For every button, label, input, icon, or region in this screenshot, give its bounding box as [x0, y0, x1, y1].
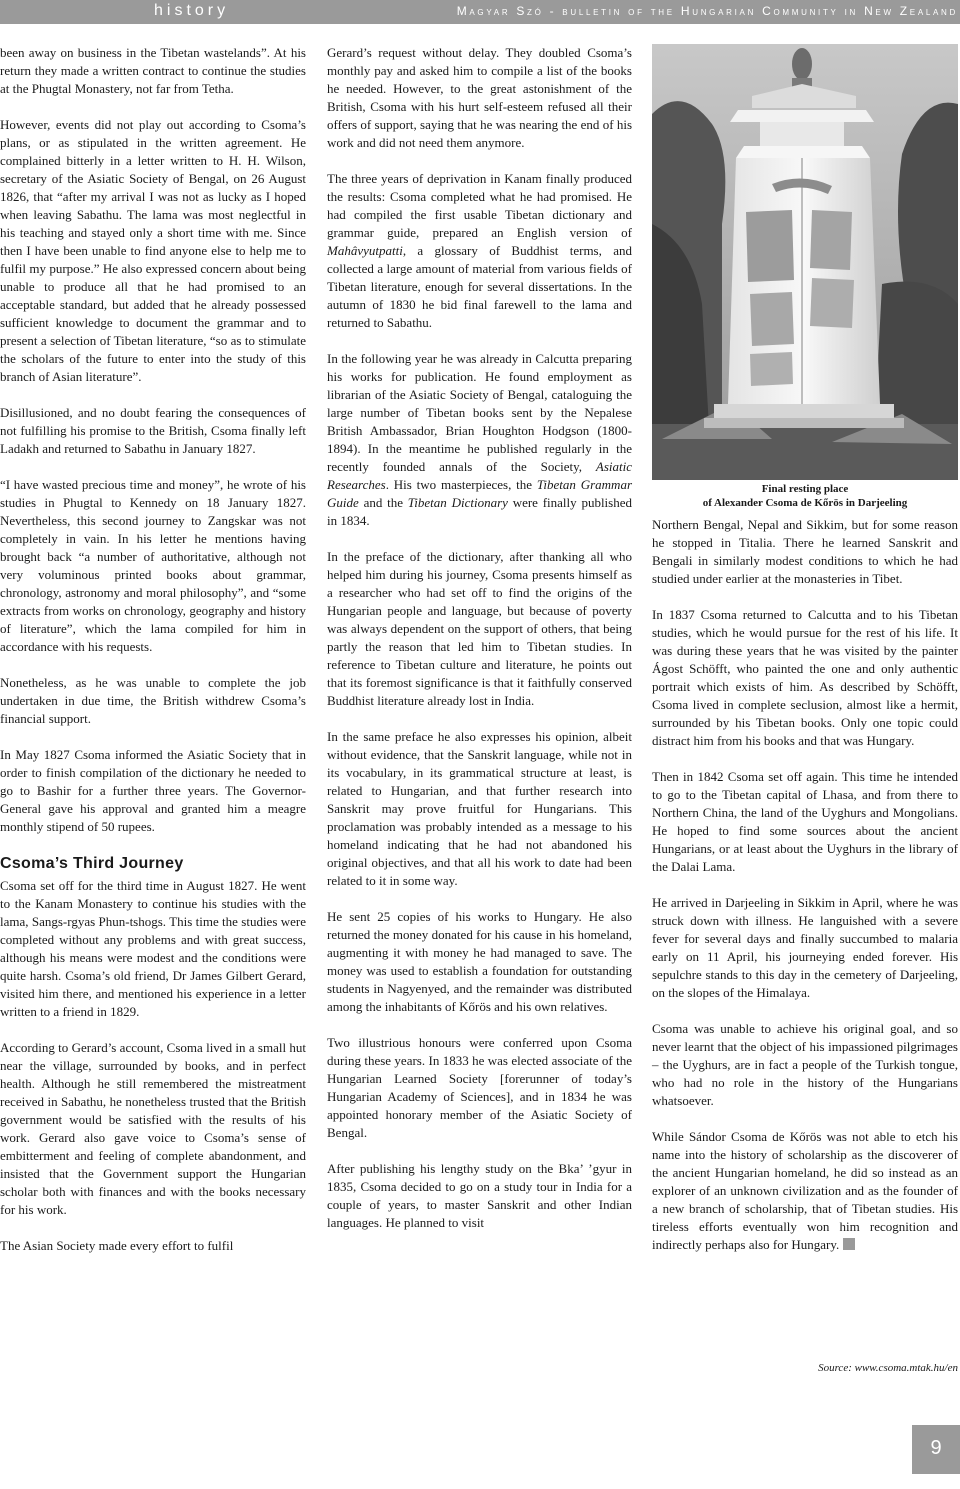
- paragraph: Northern Bengal, Nepal and Sikkim, but for some reason he stopped in Titalia. There he learned Sanskrit and Bengali in similarly modest conditions to which he had studied under earlier at the monasteries in Tibet.: [652, 517, 958, 586]
- paragraph: Two illustrious honours were conferred upon Csoma during these years. In 1833 he was elected associate of the Hungarian Learned Society [forerunner of today’s Hungarian Academy of Sciences], and in 1834 he was appointed honorary member of the Asiatic Society of Bengal.: [327, 1035, 632, 1140]
- caption-line: of Alexander Csoma de Kőrös in Darjeeling: [702, 497, 908, 509]
- tomb-photo-illustration: [652, 44, 958, 480]
- text-span: were finally published in 1834.: [327, 495, 632, 528]
- paragraph: [652, 1128, 958, 1254]
- paragraph: According to Gerard’s account, Csoma lived in a small hut near the village, surrounded by books, and in perfect health. Although he still remembered the mistreatment received in Sabathu, he nonetheless trusted that the British government would be satisfied with the results of his work. Gerard also gave voice to Csoma’s sense of embitterment and feeling of complete abandonment, and insisted that the Government support the Hungarian scholar both with finances and with the books necessary for his work.: [0, 1040, 306, 1217]
- text-span: . His two masterpieces, the: [385, 477, 537, 492]
- page-number-box: [912, 1425, 960, 1474]
- paragraph: After publishing his lengthy study on the Bka’ ’gyur in 1835, Csoma decided to go on a study tour in India for a couple of years, to master Sanskrit and other Indian languages. He planned to visit: [327, 1161, 632, 1230]
- italic-title: Mahâvyutpatti: [327, 243, 403, 258]
- paragraph: He sent 25 copies of his works to Hungary. He also returned the money donated for his cause in his homeland, augmenting it with money he had managed to save. The money was used to establish a foundation for outstanding students in Nagyenyed, and the remainder was distributed among the inhabitants of Kőrös and his own relatives.: [327, 909, 632, 1014]
- caption-line: Final resting place: [761, 483, 849, 495]
- italic-title: Asiatic Researches: [327, 459, 632, 492]
- text-span: In the following year he was already in Calcutta preparing his works for publication. He found employment as librarian of the Asiatic Society of Bengal, cataloguing the large number of Tibetan books sent by the Nepalese British Ambassador, Brian Houghton Hodgson (1800-1894). In the meantime he published regularly in the recently founded annals of the Society,: [327, 351, 632, 474]
- paragraph: He arrived in Darjeeling in Sikkim in April, where he was struck down with illness. He languished with a severe fever for several days and finally succumbed to malaria early on 11 April, his journeying ended forever. His sepulchre stands to this day in the cemetery of Darjeeling, on the slopes of the Himalaya.: [652, 895, 958, 1000]
- paragraph: However, events did not play out according to Csoma’s plans, or as stipulated in the written agreement. He complained bitterly in a letter written to H. H. Wilson, secretary of the Asiatic Society of Bengal, on 26 August 1826, that “after my arrival I was not as lucky as I hoped when leaving Sabathu. The lama was most neglectful in his teaching and stayed only a short time with me. Since then I have been unable to find anyone else to help me to fulfil my purpose.” He also expressed concern about being unable to produce all that he had promised to an acceptable standard, but added that he already possessed sufficient knowledge to document the grammar and to present a selection of Tibetan literature, “so as to stimulate the scholars of the future to enter into the study of this branch of Asian literature”.: [0, 117, 306, 384]
- italic-title: Tibetan Grammar Guide: [327, 477, 632, 510]
- paragraph: Nonetheless, as he was unable to complete the job undertaken in due time, the British withdrew Csoma’s financial support.: [0, 675, 306, 726]
- italic-title: Tibetan Dictionary: [407, 495, 508, 510]
- article-column-3: [652, 516, 958, 1272]
- paragraph: Csoma set off for the third time in August 1827. He went to the Kanam Monastery to continue his studies with the lama, Sangs-rgyas Phun-tshogs. This time the studies were completed without any problems and with great success, although his means were modest and the conditions were quite harsh. Csoma’s old friend, Dr James Gilbert Gerard, visited him there, and mentioned his experience in a letter written to a friend in 1829.: [0, 878, 306, 1019]
- paragraph: been away on business in the Tibetan wastelands”. At his return they made a written contract to continue the studies at the Phugtal Monastery, not far from Tetha.: [0, 45, 306, 96]
- header-bar: [0, 0, 960, 24]
- section-heading: Csoma’s Third Journey: [0, 855, 184, 872]
- section-label: history: [154, 2, 230, 19]
- paragraph: The Asian Society made every effort to fulfil: [0, 1238, 234, 1253]
- tomb-photo: [652, 44, 958, 480]
- paragraph: “I have wasted precious time and money”, he wrote of his studies in Phugtal to Kennedy on 18 January 1827. Nevertheless, this second journey to Zangskar was not completely in vain. In his letter he mentions having brought back “a number of authoritative, although not very voluminous printed books about grammar, chronology, astronomy and moral philosophy”, and “some extracts from works on chronology, geography and history of literature”, which the lama compiled for him in accordance with his requests.: [0, 477, 306, 654]
- paragraph: In the same preface he also expresses his opinion, albeit without evidence, that the Sanskrit language, while not in its vocabulary, in its grammatical structure at least, is related to Hungarian, and that further research into Sanskrit may prove fruitful for Hungarians. This proclamation was probably intended as a message to his homeland indicating that he had not abandoned his original objectives, and that all his work to date had been related to it in some way.: [327, 729, 632, 888]
- paragraph: Disillusioned, and no doubt fearing the consequences of not fulfilling his promise to the British, Csoma finally left Ladakh and returned to Sabathu in January 1827.: [0, 405, 306, 456]
- article-column-2: [327, 44, 632, 1250]
- page-number: 9: [930, 1437, 942, 1459]
- source-credit: Source: www.csoma.mtak.hu/en: [818, 1362, 958, 1374]
- paragraph: In 1837 Csoma returned to Calcutta and to his Tibetan studies, which he would pursue for the rest of his life. It was during these years that he was visited by the painter Ágost Schöfft, who painted the one and only authentic portrait which exists of him. As described by Schöfft, Csoma lived in complete seclusion, almost like a hermit, surrounded by his Tibetan books. Only one topic could distract him from his books and that was Hungary.: [652, 607, 958, 748]
- paragraph: Then in 1842 Csoma set off again. This time he intended to go to the Tibetan capital of Lhasa, and from there to Northern China, the land of the Uyghurs and Mongolians. He hoped to find some sources about the ancient Hungarians, or at least about the Uyghurs in the library of the Dalai Lama.: [652, 769, 958, 874]
- paragraph: [327, 350, 632, 530]
- text-span: , a glossary of Buddhist terms, and collected a large amount of material from various fields of Tibetan literature, enough for several dissertations. In the autumn of 1830 he bid final farewell to the lama and returned to Sabathu.: [327, 243, 632, 330]
- photo-caption: [652, 482, 958, 510]
- end-mark-icon: [843, 1238, 855, 1250]
- text-span: The three years of deprivation in Kanam finally produced the results: Csoma completed what he had promised. He had compiled the first usable Tibetan dictionary and grammar guide, prepared an English version of: [327, 171, 632, 240]
- paragraph: Gerard’s request without delay. They doubled Csoma’s monthly pay and asked him to compile a list of the books he needed. However, to the great astonishment of the British, Csoma with his hurt self-esteem refused all their offers of support, saying that he was nearing the end of his work and did not need them anymore.: [327, 45, 632, 150]
- article-column-1: [0, 44, 306, 1273]
- paragraph: In May 1827 Csoma informed the Asiatic Society that in order to finish compilation of the dictionary he needed to go to Bashir for a further three years. The Governor-General gave his approval and granted him a meagre monthly stipend of 50 rupees.: [0, 747, 306, 834]
- paragraph: Csoma was unable to achieve his original goal, and so never learnt that the object of his impassioned pilgrimages – the Uyghurs, are in fact a people of the Turkish tongue, who had no role in the history of the Hungarians whatsoever.: [652, 1021, 958, 1108]
- paragraph: In the preface of the dictionary, after thanking all who helped him during his journey, Csoma presents himself as a researcher who had set off to find the origins of the Hungarian people and language, but because of poverty was always dependent on the support of others, that being partly the reason that led him to Tibetan studies. In reference to Tibetan culture and literature, he points out that its foremost significance is that it faithfully conserved Buddhist literature already lost in India.: [327, 549, 632, 708]
- paragraph: [327, 170, 632, 332]
- text-span: While Sándor Csoma de Kőrös was not able to etch his name into the history of scholarship as the discoverer of the ancient Hungarian homeland, he did so instead as an explorer of an unknown civilization and as the founder of a new branch of scholarship, that of Tibetan studies. His tireless efforts eventually won him recognition and indirectly perhaps also for Hungary.: [652, 1129, 958, 1252]
- text-span: and the: [358, 495, 408, 510]
- publication-title: Magyar Szó - bulletin of the Hungarian Community in New Zealand: [456, 4, 958, 18]
